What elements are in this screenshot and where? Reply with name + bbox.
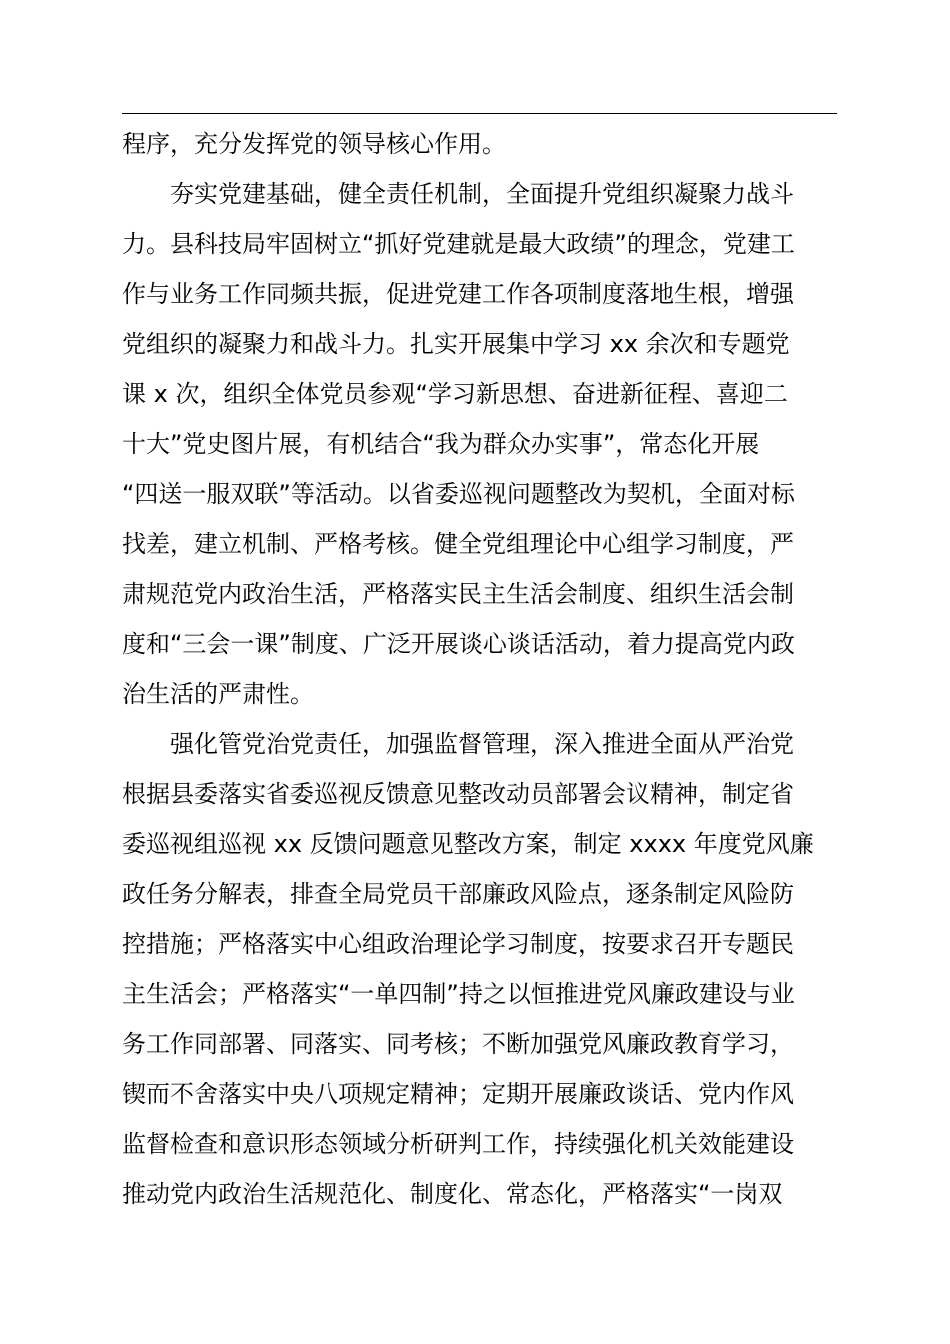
- text-line: 度和“三会一课”制度、广泛开展谈心谈话活动，着力提高党内政: [122, 630, 795, 658]
- text-line: 肃规范党内政治生活，严格落实民主生活会制度、组织生活会制: [122, 580, 794, 608]
- text-line: 务工作同部署、同落实、同考核；不断加强党风廉政教育学习，: [122, 1030, 794, 1058]
- text-line: 根据县委落实省委巡视反馈意见整改动员部署会议精神，制定省: [122, 780, 794, 808]
- text-line: 作与业务工作同频共振，促进党建工作各项制度落地生根，增强: [122, 280, 794, 308]
- text-line: 找差，建立机制、严格考核。健全党组理论中心组学习制度，严: [122, 530, 794, 558]
- text-line: 主生活会；严格落实“一单四制”持之以恒推进党风廉政建设与业: [122, 980, 795, 1008]
- text-line: 委巡视组巡视 xx 反馈问题意见整改方案，制定 xxxx 年度党风廉: [122, 830, 814, 858]
- text-line: 控措施；严格落实中心组政治理论学习制度，按要求召开专题民: [122, 930, 794, 958]
- text-line: 力。县科技局牢固树立“抓好党建就是最大政绩”的理念，党建工: [122, 230, 795, 258]
- text-line: 十大”党史图片展，有机结合“我为群众办实事”，常态化开展: [122, 430, 760, 458]
- text-line: 锲而不舍落实中央八项规定精神；定期开展廉政谈话、党内作风: [122, 1080, 794, 1108]
- text-line: 党组织的凝聚力和战斗力。扎实开展集中学习 xx 余次和专题党: [122, 330, 790, 358]
- text-line: 政任务分解表，排查全局党员干部廉政风险点，逐条制定风险防: [122, 880, 794, 908]
- text-line: 治生活的严肃性。: [122, 680, 314, 708]
- text-line: “四送一服双联”等活动。以省委巡视问题整改为契机，全面对标: [122, 480, 795, 508]
- text-line: 监督检查和意识形态领域分析研判工作，持续强化机关效能建设: [122, 1130, 794, 1158]
- text-line: 课 x 次，组织全体党员参观“学习新思想、奋进新征程、喜迎二: [122, 380, 788, 408]
- text-line: 强化管党治党责任，加强监督管理，深入推进全面从严治党: [170, 730, 794, 758]
- text-line: 推动党内政治生活规范化、制度化、常态化，严格落实“一岗双: [122, 1180, 783, 1208]
- text-line: 程序，充分发挥党的领导核心作用。: [122, 130, 506, 158]
- text-line: 夯实党建基础，健全责任机制，全面提升党组织凝聚力战斗: [170, 180, 794, 208]
- header-rule: [122, 113, 837, 114]
